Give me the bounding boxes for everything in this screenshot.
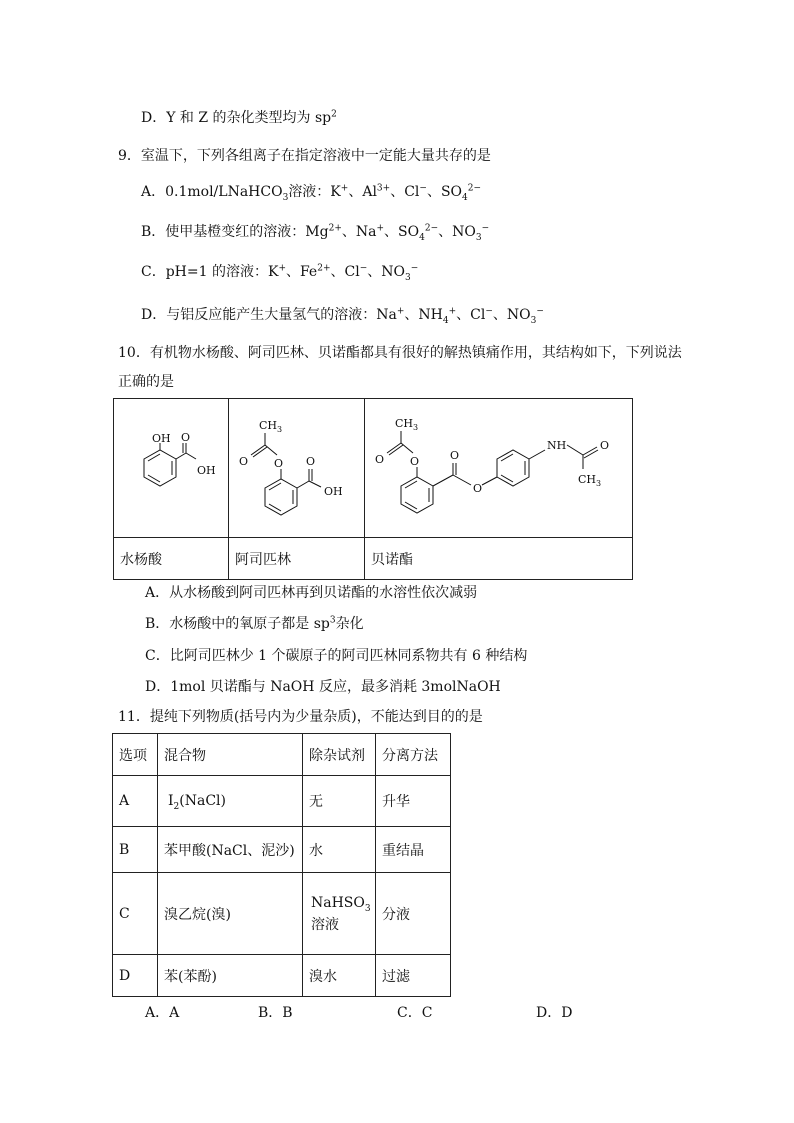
q11-row-a-method-text: 升华 [382, 794, 410, 810]
q9-d-no-sup: − [536, 306, 544, 317]
q9-d-c2: 、Cl [456, 307, 486, 323]
ben-o2-atom: O [410, 455, 420, 468]
name-aspirin-text: 阿司匹林 [235, 551, 291, 568]
salicylic-acid-svg [114, 399, 228, 533]
q8-option-d-text: D．Y 和 Z 的杂化类型均为 sp [141, 110, 332, 126]
q9-a-c3: 、SO [426, 184, 463, 200]
q11-row-c-opt-text: C [119, 905, 130, 922]
q9-a-al-charge: 3+ [376, 183, 391, 194]
q11-header-mixture [158, 734, 303, 776]
q9-a-mid: 溶液：K [288, 184, 341, 200]
q11-row-d-method [376, 955, 451, 997]
name-benorilate [365, 538, 633, 580]
q11-row-c-method-text: 分液 [382, 906, 410, 923]
asp-o3-atom: O [306, 455, 316, 468]
asp-o2-atom: O [274, 457, 284, 470]
q9-b-c3: 、NO [438, 224, 476, 240]
sa-oh2-atom: OH [197, 464, 216, 477]
q9-c-c1: 、Fe [285, 264, 318, 280]
q9-option-a [141, 182, 481, 202]
q9-c-cl-charge: − [359, 263, 368, 274]
q10-b-sup: 3 [329, 615, 336, 626]
q10-option-c: C．比阿司匹林少 1 个碳原子的阿司匹林同系物共有 6 种结构 [145, 648, 528, 664]
q9-b-na-charge: + [376, 223, 385, 234]
q9-option-b [141, 222, 489, 242]
q11-row-b-method [376, 827, 451, 873]
q11-row-c-opt [113, 873, 158, 955]
ben-o5-atom: O [600, 439, 610, 452]
q10-b-post: 杂化 [335, 616, 364, 632]
q11-header-method [376, 734, 451, 776]
q9-c-no-sup: − [410, 263, 419, 274]
table-row [113, 873, 451, 955]
ben-ch3b-atom: $CH_3$ [578, 473, 602, 488]
q11-row-c-mix-text: 溴乙烷(溴) [164, 906, 231, 923]
q10-stem-line1: 10．有机物水杨酸、阿司匹林、贝诺酯都具有很好的解热镇痛作用，其结构如下，下列说法 [118, 345, 682, 361]
q11-row-c-mix [158, 873, 303, 955]
benorilate-svg [365, 399, 632, 533]
q11-header-option [113, 734, 158, 776]
q11-stem: 11．提纯下列物质(括号内为少量杂质)，不能达到目的的是 [118, 709, 483, 725]
q9-c-c3: 、NO [367, 264, 405, 280]
q11-row-a-reagent-text: 无 [309, 794, 323, 810]
q11-row-b-reagent-text: 水 [309, 842, 323, 859]
q9-c-pre: C．pH=1 的溶液：K [141, 264, 279, 280]
q11-row-a-mix [158, 776, 303, 827]
q11-row-b-mix [158, 827, 303, 873]
q11-row-d-reagent [303, 955, 376, 997]
q9-b-c2: 、SO [384, 224, 420, 240]
q9-d-c3: 、NO [492, 307, 531, 323]
q11-row-a-opt [113, 776, 158, 827]
q11-row-d-mix-text: 苯(苯酚) [164, 968, 217, 985]
q9-c-c2: 、Cl [330, 264, 360, 280]
q10-structure-table [113, 398, 633, 580]
q11-row-a-method [376, 776, 451, 827]
q11-row-a-mix-text: $I_2(NaCl)$ [168, 793, 226, 812]
q9-b-mg-charge: 2+ [328, 223, 342, 234]
q10-option-a: A．从水杨酸到阿司匹林再到贝诺酯的水溶性依次减弱 [145, 585, 478, 601]
q9-a-k-charge: + [340, 183, 349, 194]
q11-table [112, 733, 451, 997]
q11-row-d-mix [158, 955, 303, 997]
q9-d-no-sub: 3 [530, 315, 537, 326]
q11-row-b-method-text: 重结晶 [382, 842, 424, 859]
q11-answer-c: C．C [397, 1005, 433, 1021]
q11-row-c-reagent [303, 873, 376, 955]
table-row [113, 955, 451, 997]
q10-option-b [145, 614, 364, 634]
q10-b-pre: B．水杨酸中的氧原子都是 sp [145, 616, 330, 632]
q9-d-nh-sup: + [448, 306, 457, 317]
sa-o-atom: O [181, 431, 191, 444]
q11-row-d-opt-text: D [119, 967, 131, 984]
q11-header-option-text: 选项 [119, 747, 147, 764]
ben-o3-atom: O [450, 449, 460, 462]
q9-d-cl-charge: − [485, 306, 493, 317]
q11-row-b-reagent [303, 827, 376, 873]
q9-d-pre: D．与铝反应能产生大量氢气的溶液：Na [141, 307, 397, 323]
q11-answer-a: A．A [145, 1005, 180, 1021]
q9-b-pre: B．使甲基橙变红的溶液：Mg [141, 224, 329, 240]
q9-d-c1: 、NH [404, 307, 443, 323]
q11-row-b-opt-text: B [119, 841, 130, 858]
asp-oh-atom: OH [324, 485, 343, 498]
ben-o1-atom: O [375, 453, 385, 466]
q9-b-c1: 、Na [341, 224, 377, 240]
q9-a-sub: 3 [282, 192, 289, 203]
q11-row-c-reagent-text [303, 892, 375, 936]
q9-a-pre: A．0.1mol/LNaHCO [141, 184, 283, 200]
aspirin-structure [229, 399, 365, 538]
q10-option-d: D．1mol 贝诺酯与 NaOH 反应，最多消耗 3molNaOH [145, 679, 501, 695]
q11-row-a-reagent [303, 776, 376, 827]
q11-row-a-opt-text: A [119, 793, 130, 809]
q10-stem-line2: 正确的是 [118, 374, 174, 390]
q9-d-nh-sub: 4 [442, 315, 449, 326]
q8-option-d [141, 108, 337, 128]
name-salicylic-acid [114, 538, 229, 580]
asp-o1-atom: O [239, 455, 249, 468]
q11-header-mixture-text: 混合物 [164, 747, 206, 764]
ben-nh-atom: NH [547, 439, 567, 452]
q9-d-na-charge: + [396, 306, 405, 317]
q8-option-d-sup: 2 [331, 109, 337, 120]
ben-ch3-atom: $CH_3$ [395, 417, 419, 432]
q11-row-b-opt [113, 827, 158, 873]
q9-a-cl-charge: − [419, 183, 427, 194]
q9-b-no-sub: 3 [475, 232, 482, 243]
ben-o4-atom: O [473, 482, 483, 495]
aspirin-svg [229, 399, 364, 533]
q11-row-c-reagent-line1: NaHSO$_3$ [311, 894, 371, 914]
q11-row-d-opt [113, 955, 158, 997]
q9-c-k-charge: + [278, 263, 286, 274]
q9-c-no-sub: 3 [404, 272, 411, 283]
q11-row-c-method [376, 873, 451, 955]
salicylic-acid-structure [114, 399, 229, 538]
name-benorilate-text: 贝诺酯 [371, 551, 413, 568]
q9-option-d [141, 305, 544, 325]
q11-row-c-reagent-line2: 溶液 [311, 916, 339, 933]
q9-option-c [141, 262, 418, 282]
q11-header-method-text: 分离方法 [382, 747, 438, 764]
q9-a-c1: 、Al [348, 184, 377, 200]
q9-b-no-sup: − [481, 223, 490, 234]
name-salicylic-acid-text: 水杨酸 [120, 551, 162, 568]
benorilate-structure [365, 399, 633, 538]
q11-answer-d: D．D [536, 1005, 573, 1021]
sa-oh-atom: OH [152, 432, 171, 445]
q9-stem: 9．室温下，下列各组离子在指定溶液中一定能大量共存的是 [118, 148, 491, 164]
q9-b-so-sup: 2− [424, 223, 439, 234]
q9-c-fe-charge: 2+ [317, 263, 331, 274]
q11-row-b-mix-text: 苯甲酸(NaCl、泥沙) [164, 842, 295, 859]
q11-row-d-method-text: 过滤 [382, 968, 410, 985]
q9-a-c2: 、Cl [390, 184, 420, 200]
q9-a-so-sup: 2− [467, 183, 482, 194]
q9-a-so-sub: 4 [462, 192, 468, 203]
q11-answer-b: B．B [258, 1005, 293, 1021]
table-row [113, 827, 451, 873]
q11-header-reagent [303, 734, 376, 776]
asp-ch3-atom: $CH_3$ [259, 419, 283, 434]
q11-header-reagent-text: 除杂试剂 [309, 747, 365, 764]
q9-b-so-sub: 4 [419, 232, 425, 243]
table-row [113, 776, 451, 827]
name-aspirin [229, 538, 365, 580]
q11-row-d-reagent-text: 溴水 [309, 968, 337, 985]
